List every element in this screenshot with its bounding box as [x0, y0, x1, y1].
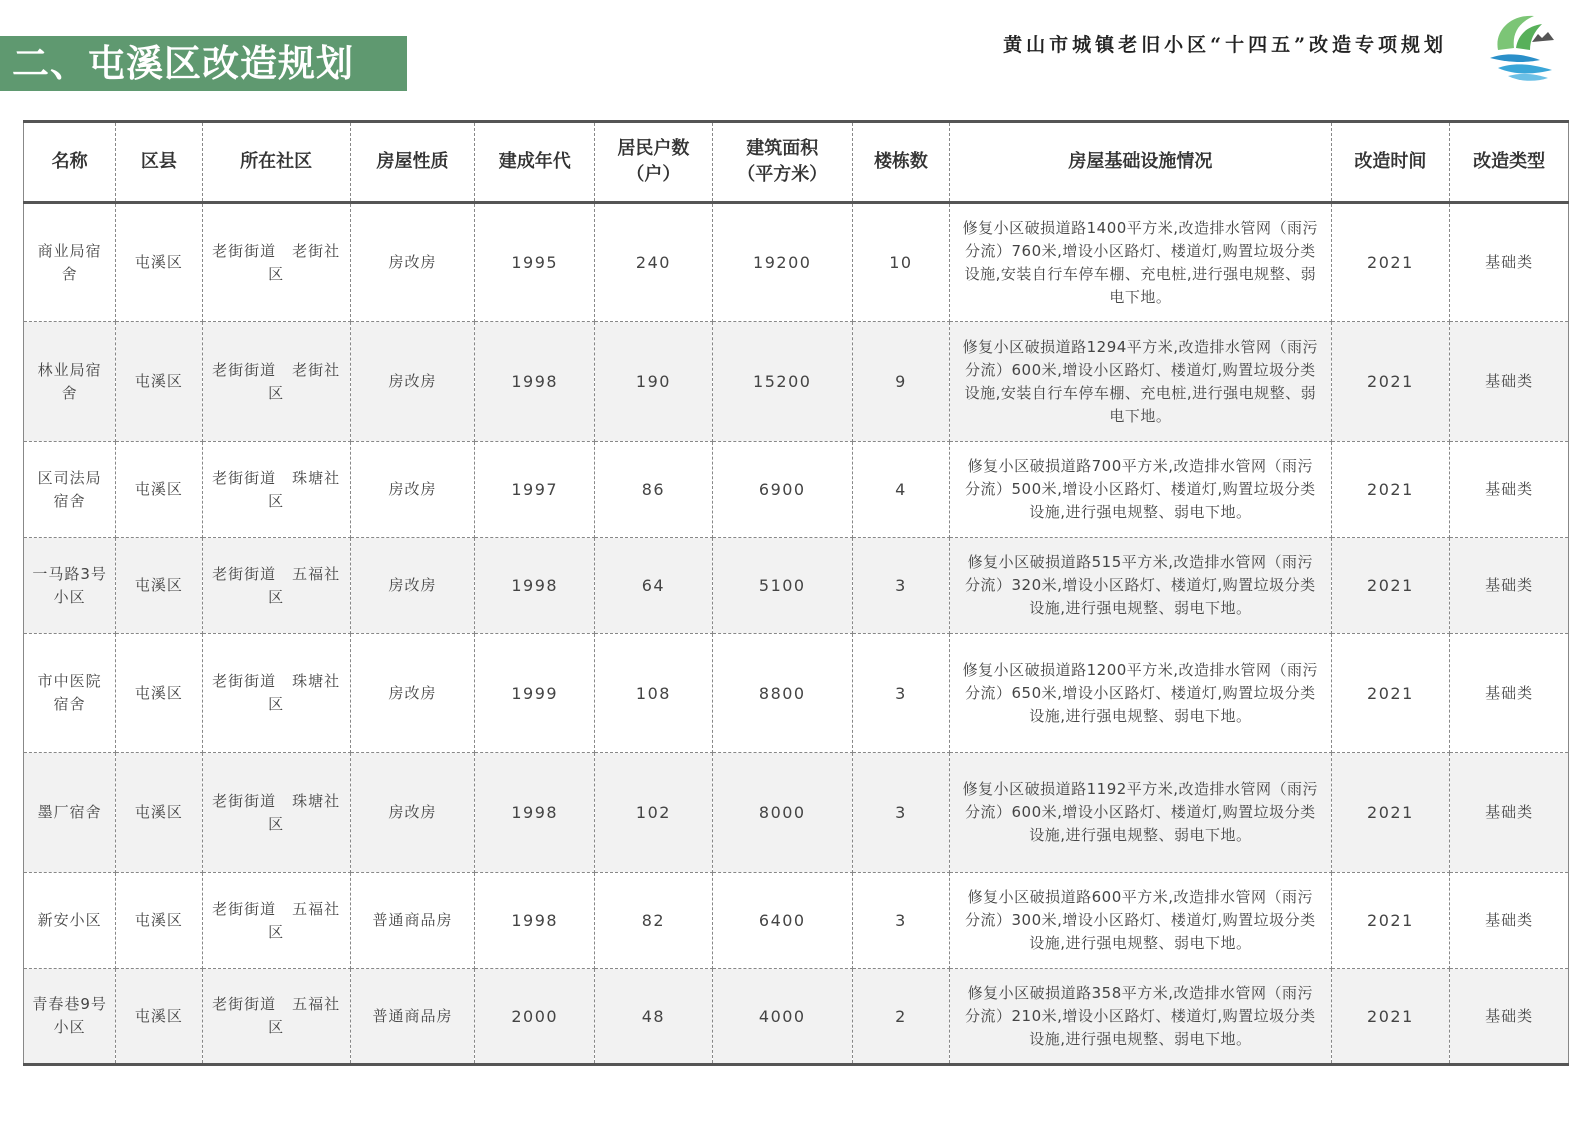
cell-year: 1998	[475, 753, 595, 873]
table-row	[24, 634, 1569, 753]
cell-community: 老街街道 老街社区	[202, 203, 350, 322]
cell-community: 老街街道 五福社区	[202, 538, 350, 634]
cell-time: 2021	[1331, 538, 1450, 634]
cell-year: 1995	[475, 203, 595, 322]
cell-nature: 房改房	[350, 322, 475, 442]
cell-households: 240	[595, 203, 713, 322]
table-row	[24, 322, 1569, 442]
cell-area: 6400	[712, 873, 852, 969]
col-header-buildings: 楼栋数	[852, 122, 949, 203]
huangshan-logo-icon	[1484, 8, 1560, 84]
cell-infra: 修复小区破损道路1294平方米,改造排水管网（雨污分流）600米,增设小区路灯、楼道灯,购置垃圾分类设施,安装自行车停车棚、充电桩,进行强电规整、弱电下地。	[950, 322, 1331, 442]
cell-buildings: 4	[852, 442, 949, 538]
cell-nature: 普通商品房	[350, 969, 475, 1065]
cell-name: 青春巷9号小区	[24, 969, 116, 1065]
table-row	[24, 442, 1569, 538]
cell-district: 屯溪区	[116, 538, 202, 634]
cell-infra: 修复小区破损道路1200平方米,改造排水管网（雨污分流）650米,增设小区路灯、楼道灯,购置垃圾分类设施,进行强电规整、弱电下地。	[950, 634, 1331, 753]
col-header-district: 区县	[116, 122, 202, 203]
cell-time: 2021	[1331, 969, 1450, 1065]
cell-community: 老街街道 五福社区	[202, 873, 350, 969]
area-unit: （平方米）	[737, 164, 828, 185]
cell-time: 2021	[1331, 442, 1450, 538]
cell-buildings: 10	[852, 203, 949, 322]
cell-type: 基础类	[1450, 634, 1569, 753]
cell-time: 2021	[1331, 322, 1450, 442]
document-title: 黄山市城镇老旧小区“十四五”改造专项规划	[1003, 34, 1447, 56]
cell-name: 区司法局宿舍	[24, 442, 116, 538]
cell-time: 2021	[1331, 203, 1450, 322]
cell-district: 屯溪区	[116, 634, 202, 753]
cell-type: 基础类	[1450, 442, 1569, 538]
cell-year: 2000	[475, 969, 595, 1065]
cell-name: 市中医院宿舍	[24, 634, 116, 753]
cell-year: 1998	[475, 873, 595, 969]
cell-year: 1997	[475, 442, 595, 538]
cell-infra: 修复小区破损道路1192平方米,改造排水管网（雨污分流）600米,增设小区路灯、楼道灯,购置垃圾分类设施,进行强电规整、弱电下地。	[950, 753, 1331, 873]
cell-area: 15200	[712, 322, 852, 442]
cell-households: 64	[595, 538, 713, 634]
cell-name: 商业局宿舍	[24, 203, 116, 322]
cell-buildings: 3	[852, 753, 949, 873]
cell-name: 新安小区	[24, 873, 116, 969]
cell-name: 一马路3号小区	[24, 538, 116, 634]
cell-name: 林业局宿舍	[24, 322, 116, 442]
col-header-type: 改造类型	[1450, 122, 1569, 203]
cell-nature: 房改房	[350, 634, 475, 753]
cell-year: 1999	[475, 634, 595, 753]
cell-year: 1998	[475, 322, 595, 442]
cell-time: 2021	[1331, 753, 1450, 873]
section-title: 二、屯溪区改造规划	[12, 42, 354, 85]
cell-district: 屯溪区	[116, 753, 202, 873]
cell-infra: 修复小区破损道路1400平方米,改造排水管网（雨污分流）760米,增设小区路灯、楼道灯,购置垃圾分类设施,安装自行车停车棚、充电桩,进行强电规整、弱电下地。	[950, 203, 1331, 322]
households-label: 居民户数	[617, 138, 690, 159]
cell-community: 老街街道 珠塘社区	[202, 753, 350, 873]
cell-buildings: 3	[852, 538, 949, 634]
area-label: 建筑面积	[746, 138, 819, 159]
cell-area: 8000	[712, 753, 852, 873]
table-row	[24, 203, 1569, 322]
cell-area: 19200	[712, 203, 852, 322]
table-row	[24, 873, 1569, 969]
cell-infra: 修复小区破损道路700平方米,改造排水管网（雨污分流）500米,增设小区路灯、楼道灯,购置垃圾分类设施,进行强电规整、弱电下地。	[950, 442, 1331, 538]
cell-community: 老街街道 珠塘社区	[202, 634, 350, 753]
cell-households: 86	[595, 442, 713, 538]
cell-infra: 修复小区破损道路358平方米,改造排水管网（雨污分流）210米,增设小区路灯、楼道灯,购置垃圾分类设施,进行强电规整、弱电下地。	[950, 969, 1331, 1065]
cell-type: 基础类	[1450, 322, 1569, 442]
table-header-row	[24, 122, 1569, 203]
col-header-year: 建成年代	[475, 122, 595, 203]
cell-area: 8800	[712, 634, 852, 753]
cell-district: 屯溪区	[116, 969, 202, 1065]
table-row	[24, 969, 1569, 1065]
cell-community: 老街街道 珠塘社区	[202, 442, 350, 538]
col-header-time: 改造时间	[1331, 122, 1450, 203]
cell-households: 82	[595, 873, 713, 969]
cell-area: 4000	[712, 969, 852, 1065]
cell-type: 基础类	[1450, 753, 1569, 873]
cell-nature: 房改房	[350, 203, 475, 322]
col-header-infra: 房屋基础设施情况	[950, 122, 1331, 203]
cell-community: 老街街道 五福社区	[202, 969, 350, 1065]
cell-district: 屯溪区	[116, 203, 202, 322]
cell-infra: 修复小区破损道路515平方米,改造排水管网（雨污分流）320米,增设小区路灯、楼道灯,购置垃圾分类设施,进行强电规整、弱电下地。	[950, 538, 1331, 634]
cell-community: 老街街道 老街社区	[202, 322, 350, 442]
table-row	[24, 538, 1569, 634]
col-header-name: 名称	[24, 122, 116, 203]
cell-name: 墨厂宿舍	[24, 753, 116, 873]
section-banner	[0, 36, 407, 91]
cell-nature: 普通商品房	[350, 873, 475, 969]
col-header-community: 所在社区	[202, 122, 350, 203]
cell-nature: 房改房	[350, 538, 475, 634]
cell-type: 基础类	[1450, 873, 1569, 969]
cell-households: 190	[595, 322, 713, 442]
cell-type: 基础类	[1450, 203, 1569, 322]
cell-buildings: 2	[852, 969, 949, 1065]
households-unit: （户）	[626, 164, 681, 185]
renovation-plan-table	[23, 120, 1569, 1066]
cell-time: 2021	[1331, 873, 1450, 969]
cell-area: 6900	[712, 442, 852, 538]
cell-infra: 修复小区破损道路600平方米,改造排水管网（雨污分流）300米,增设小区路灯、楼道灯,购置垃圾分类设施,进行强电规整、弱电下地。	[950, 873, 1331, 969]
cell-buildings: 9	[852, 322, 949, 442]
cell-buildings: 3	[852, 634, 949, 753]
cell-district: 屯溪区	[116, 442, 202, 538]
cell-area: 5100	[712, 538, 852, 634]
table-row	[24, 753, 1569, 873]
cell-households: 48	[595, 969, 713, 1065]
cell-households: 108	[595, 634, 713, 753]
cell-households: 102	[595, 753, 713, 873]
cell-year: 1998	[475, 538, 595, 634]
cell-type: 基础类	[1450, 969, 1569, 1065]
cell-district: 屯溪区	[116, 322, 202, 442]
cell-nature: 房改房	[350, 753, 475, 873]
cell-type: 基础类	[1450, 538, 1569, 634]
col-header-area	[712, 122, 852, 203]
cell-nature: 房改房	[350, 442, 475, 538]
col-header-nature: 房屋性质	[350, 122, 475, 203]
cell-time: 2021	[1331, 634, 1450, 753]
cell-district: 屯溪区	[116, 873, 202, 969]
col-header-households	[595, 122, 713, 203]
cell-buildings: 3	[852, 873, 949, 969]
